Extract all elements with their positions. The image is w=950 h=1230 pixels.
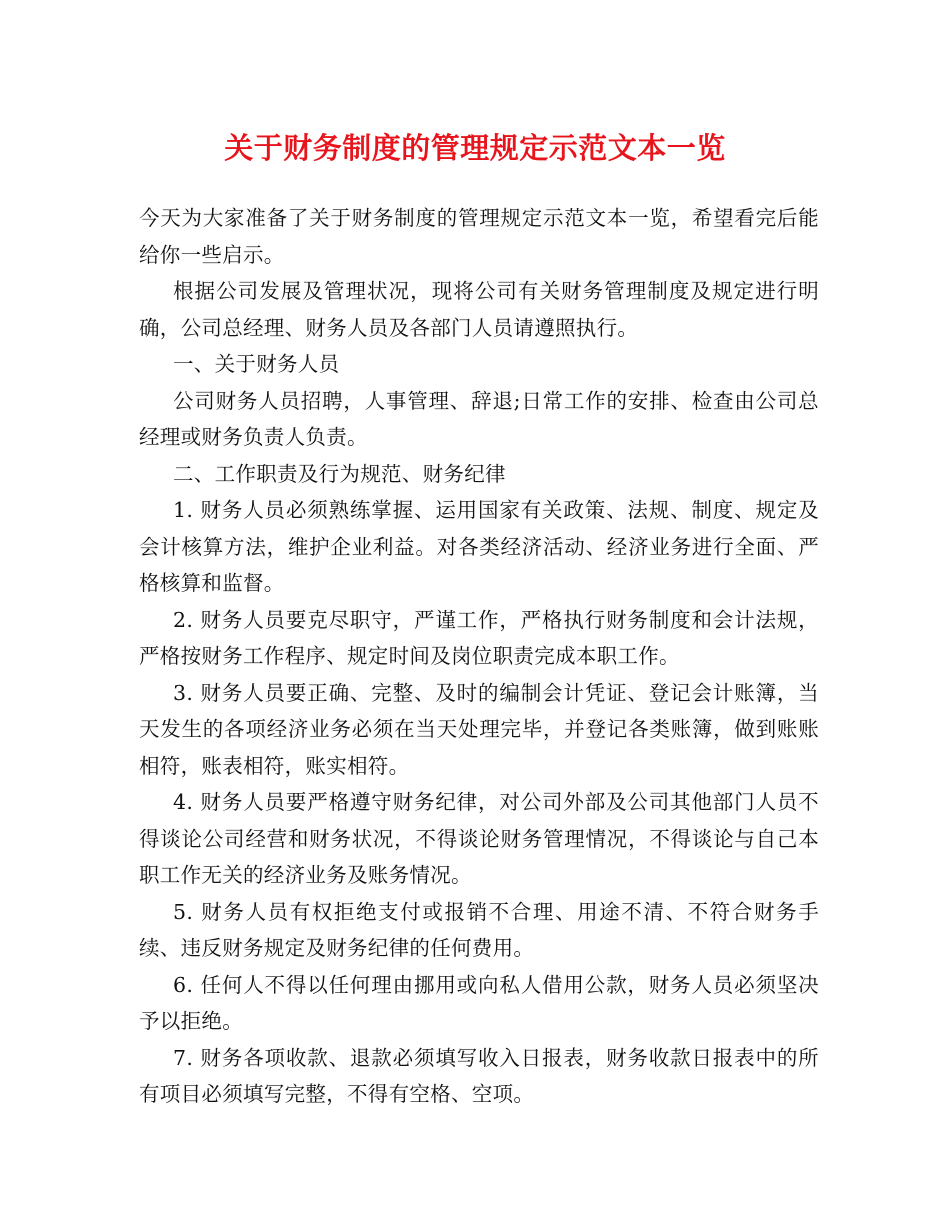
paragraph-intro: 今天为大家准备了关于财务制度的管理规定示范文本一览，希望看完后能给你一些启示。: [139, 206, 819, 267]
list-item-2: 2. 财务人员要克尽职守，严谨工作，严格执行财务制度和会计法规，严格按财务工作程序、规定时间及岗位职责完成本职工作。: [139, 607, 819, 668]
document-body: [139, 200, 819, 1113]
list-item-6: 6. 任何人不得以任何理由挪用或向私人借用公款，财务人员必须坚决予以拒绝。: [139, 972, 819, 1033]
list-item-3: 3. 财务人员要正确、完整、及时的编制会计凭证、登记会计账簿，当天发生的各项经济业务必须在当天处理完毕，并登记各类账簿，做到账账相符，账表相符，账实相符。: [139, 680, 819, 778]
list-item-4: 4. 财务人员要严格遵守财务纪律，对公司外部及公司其他部门人员不得谈论公司经营和财务状况，不得谈论财务管理情况，不得谈论与自己本职工作无关的经济业务及账务情况。: [139, 790, 819, 887]
paragraph-section-1: 公司财务人员招聘，人事管理、辞退;日常工作的安排、检查由公司总经理或财务负责人负责。: [139, 388, 819, 449]
list-item-7: 7. 财务各项收款、退款必须填写收入日报表，财务收款日报表中的所有项目必须填写完整，不得有空格、空项。: [139, 1045, 819, 1106]
section-heading-1: 一、关于财务人员: [173, 352, 340, 376]
section-heading-2: 二、工作职责及行为规范、财务纪律: [173, 461, 506, 486]
document-title: 关于财务制度的管理规定示范文本一览: [224, 131, 726, 165]
list-item-5: 5. 财务人员有权拒绝支付或报销不合理、用途不清、不符合财务手续、违反财务规定及财务纪律的任何费用。: [139, 899, 819, 960]
list-item-1: 1. 财务人员必须熟练掌握、运用国家有关政策、法规、制度、规定及会计核算方法，维护企业利益。对各类经济活动、经济业务进行全面、严格核算和监督。: [139, 498, 819, 595]
paragraph-preamble: 根据公司发展及管理状况，现将公司有关财务管理制度及规定进行明确，公司总经理、财务人员及各部门人员请遵照执行。: [139, 279, 819, 340]
